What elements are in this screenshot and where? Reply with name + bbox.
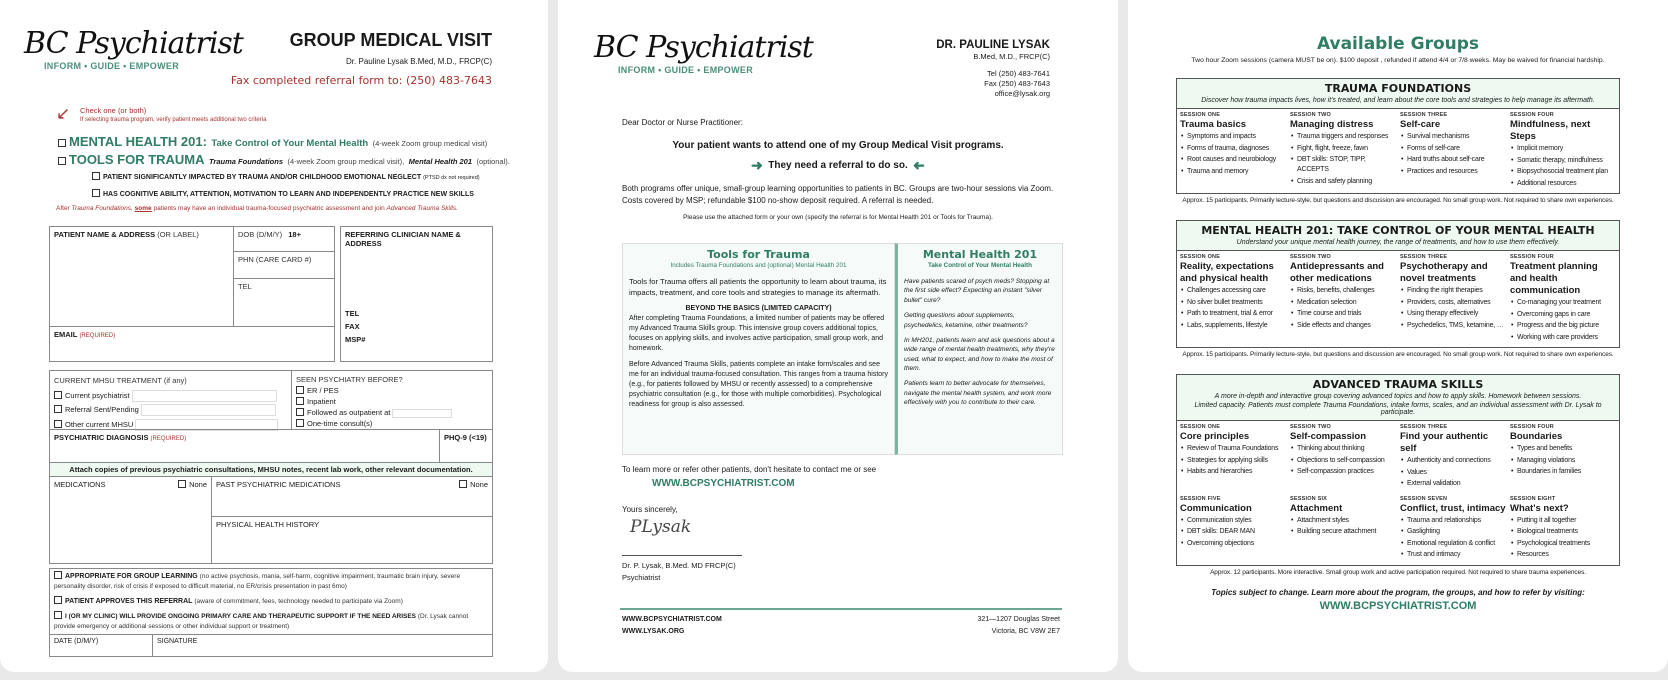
mhsu-option[interactable] [54,403,287,418]
checkbox[interactable] [54,611,62,619]
group-box [1176,220,1620,348]
session-title: Core principles [1180,431,1250,442]
session-title: Psychotherapy and novel treatments [1400,261,1488,284]
option-subtitle: Take Control of Your Mental Health [211,138,369,149]
session-topic: • Side effects and changes [1290,321,1397,331]
group-title: ADVANCED TRAUMA SKILLS [1312,378,1484,391]
criterion-cognitive[interactable] [92,189,474,198]
groups-title: Available Groups [1316,34,1480,54]
label: MSP# [345,335,366,344]
option-part: Trauma Foundations [208,157,284,166]
option-title: MENTAL HEALTH 201: [69,134,207,149]
seen-option[interactable] [296,418,488,429]
session [1400,112,1507,190]
session-topic: • Psychedelics, TMS, ketamine, … [1400,321,1507,331]
session-topic: • Labs, supplements, lifestyle [1180,321,1287,331]
referring-clinician-field[interactable] [340,226,493,362]
session [1180,496,1287,562]
session-topic: • Boundaries in families [1510,467,1617,477]
note: (no active psychosis, mania, self-harm, cognitive impairment, traumatic brain injury, severe personality disorder, risk of crisis if exposed to difficult material, no ER/crisis presentation in past 6mo) [54,573,461,590]
logo-wordmark: BC Psychiatrist [594,30,813,65]
letter-doctor: DR. PAULINE LYSAK [936,39,1050,51]
signature-field[interactable] [153,635,492,656]
group-description: Discover how trauma impacts lives, how it's treated, and learn about the core tools and strategies to help manage its aftermath. [1201,97,1595,104]
checkbox[interactable] [54,405,62,413]
box-paragraph: In MH201, patients learn and ask questions about a wide range of mental health treatments, why they're used, what to expect, and how to make the most of them. [904,336,1055,373]
checkbox[interactable] [92,172,100,180]
label: Followed as outpatient at [307,408,391,417]
label: None [189,480,207,489]
session [1400,424,1507,491]
criterion-label: PATIENT SIGNIFICANTLY IMPACTED BY TRAUMA AND/OR CHILDHOOD EMOTIONAL NEGLECT [103,174,422,181]
headline-2: They need a referral to do so. [768,160,908,171]
box-paragraph: Patients learn to better advocate for themselves, navigate the mental health system, and work more effectively with you to contribute to their care. [904,379,1052,407]
label: Referral Sent/Pending [65,405,139,414]
box-subtitle: Includes Trauma Foundations and (optional) Mental Health 201 [670,262,847,269]
session [1400,254,1507,344]
seen-option[interactable] [296,385,488,396]
session-topic: • Somatic therapy, mindfulness [1510,156,1617,166]
session-topic: • Crisis and safety planning [1290,177,1397,187]
box-title: Tools for Trauma [707,248,810,261]
session [1290,112,1397,190]
session-topic: • Emotional regulation & conflict [1400,539,1507,549]
session-title: Self-care [1400,119,1441,130]
tel-field[interactable] [234,279,334,327]
learn-more: To learn more or refer other patients, don't hesitate to contact me or see [622,465,877,474]
session-title: Trauma basics [1180,119,1247,130]
session-label: SESSION FOUR [1510,254,1554,260]
session-label: SESSION THREE [1400,112,1448,118]
footer-website[interactable]: WWW.LYSAK.ORG [622,628,685,635]
check-subnote: If selecting trauma program, verify patient meets additional two criteria [80,117,267,123]
checkbox[interactable] [58,157,66,165]
session-topic: • Trauma and relationships [1400,516,1507,526]
session-label: SESSION THREE [1400,254,1448,260]
session-title: Self-compassion [1290,431,1367,442]
checkbox[interactable] [54,391,62,399]
session-topic: • Gaslighting [1400,527,1507,537]
agreement-patient-approves[interactable] [50,594,492,609]
groups-subtitle: Two hour Zoom sessions (camera MUST be on). $100 deposit , refunded if attend 4/4 or 7/8 weeks. May be waived for financial hardship. [1191,57,1605,64]
session-label: SESSION TWO [1290,112,1332,118]
session [1510,496,1617,562]
label: DATE (D/M/Y) [54,638,99,645]
session-label: SESSION ONE [1180,254,1221,260]
session-label: SESSION FIVE [1180,495,1221,502]
box-title: Mental Health 201 [922,248,1038,261]
label: TEL [238,282,252,291]
footer-website[interactable]: WWW.BCPSYCHIATRIST.COM [622,616,722,623]
text-input[interactable] [132,390,277,402]
tools-for-trauma-box [622,243,895,455]
letter-email[interactable]: office@lysak.org [994,89,1050,98]
label: 18+ [288,230,301,239]
physical-health-field[interactable] [212,517,492,563]
phq9-field[interactable] [440,429,492,462]
groups-website-link[interactable]: WWW.BCPSYCHIATRIST.COM [1319,599,1477,612]
label: Inpatient [307,397,336,406]
session-topic: • Co-managing your treatment [1510,298,1617,308]
criterion-label: HAS COGNITIVE ABILITY, ATTENTION, MOTIVATION TO LEARN AND INDEPENDENTLY PRACTICE NEW SKILLS [103,191,474,198]
form-doctor: Dr. Pauline Lysak B.Med, M.D., FRCP(C) [346,57,492,66]
agreement-primary-care[interactable] [50,609,492,634]
session-title: Boundaries [1510,431,1563,442]
session-topic: • DBT skills: DEAR MAN [1180,527,1287,537]
clinical-info-table [49,370,493,564]
session [1510,254,1617,344]
date-field[interactable] [50,635,153,656]
label: PHN (CARE CARD #) [238,255,312,264]
agreements [49,568,493,657]
box-paragraph: Have patients scared of psych meds? Stopping at the first side effect? Expecting an instant "silver bullet" cure? [904,277,1050,304]
checkbox[interactable] [178,480,186,488]
group-title: TRAUMA FOUNDATIONS [1324,82,1472,95]
label: PSYCHIATRIC DIAGNOSIS [54,433,149,442]
session-topic: • Time course and trials [1290,309,1397,319]
checkbox[interactable] [54,420,62,428]
mhsu-option[interactable] [54,389,287,404]
label: PATIENT APPROVES THIS REFERRAL [65,598,193,605]
box-intro: Tools for Trauma offers all patients the opportunity to learn about trauma, its impacts, treatment, and core tools and strategies to manage its aftermath. [629,277,887,297]
label: Other current MHSU [65,419,134,429]
box-subtitle: Take Control of Your Mental Health [928,262,1032,269]
criterion-note: (PTSD dx not required) [423,175,480,181]
checkbox[interactable] [92,189,100,197]
email-field[interactable] [50,326,334,361]
session-title: Conflict, trust, intimacy [1400,502,1506,514]
label: CURRENT MHSU TREATMENT (if any) [54,376,187,385]
session-topic: • Objections to self-compassion [1290,456,1397,466]
after-note [56,205,458,212]
box-paragraph: Before Advanced Trauma Skills, patients complete an intake form/scales and see me for an individual trauma-focused consultation. This ranges from a trauma history (e.g., for patients followed by MHSU or recently assessed) to a comprehensive psychiatric consultation (e.g., for those with multiple comorbidities). Psychological readiness for group is also assessed. [629,361,888,408]
session [1290,254,1397,344]
text-input[interactable] [141,404,276,416]
session-topic: • Challenges accessing care [1180,286,1287,296]
session-topic: • Review of Trauma Foundations [1180,444,1287,454]
option-title: TOOLS FOR TRAUMA [69,152,205,167]
label: (OR LABEL) [157,230,199,239]
session-topic: • Authenticity and connections [1400,456,1507,466]
footer-address: 321—1207 Douglas Street [977,616,1060,623]
session-topic: • Survival mechanisms [1400,132,1507,142]
checkbox[interactable] [296,397,304,405]
group-description: Understand your unique mental health journey, the range of treatments, and how to use them effectively. [1236,239,1560,246]
session [1290,424,1397,491]
salutation: Dear Doctor or Nurse Practitioner: [622,118,743,127]
session-title: Treatment planning and health communication [1510,261,1598,296]
session [1510,112,1617,190]
session-topic: • Building secure attachment [1290,527,1397,537]
checkbox[interactable] [296,408,304,416]
session-topic: • Self-compassion practices [1290,467,1397,477]
session-topic: • Communication styles [1180,516,1287,526]
session-topic: • Progress and the big picture [1510,321,1617,331]
session [1510,424,1617,491]
session-title: Reality, expectations and physical health [1180,261,1274,284]
groups-footer: Topics subject to change. Learn more about the program, the groups, and how to refer by visiting: [1211,587,1585,597]
label: Current psychiatrist [65,390,130,400]
box-paragraph: Getting questions about supplements, psychedelics, ketamine, other treatments? [904,312,1028,329]
text: After [56,205,70,212]
checkbox[interactable] [296,386,304,394]
label: (REQUIRED) [150,436,187,442]
session-title: Find your authentic self [1400,431,1489,454]
session-title: Managing distress [1290,119,1374,130]
label: SIGNATURE [157,638,198,645]
none-option[interactable] [178,480,207,489]
label: None [470,480,488,489]
session-topic: • Psychological treatments [1510,539,1617,549]
group-title: MENTAL HEALTH 201: TAKE CONTROL OF YOUR MENTAL HEALTH [1201,224,1595,237]
attach-note: Attach copies of previous psychiatric consultations, MHSU notes, recent lab work, other relevant documentation. [50,462,492,477]
session-topic: • Types and benefits [1510,444,1617,454]
session-title: Attachment [1290,502,1343,514]
option-mh201[interactable] [58,133,487,151]
patient-info-table [49,226,335,362]
closing: Yours sincerely, [622,505,678,514]
session-topic: • Finding the right therapies [1400,286,1507,296]
session-topic: • Trauma triggers and responses [1290,132,1397,142]
text: Trauma Foundations, [71,205,133,212]
signature-image: PLysak [630,517,692,537]
session-topic: • Forms of self-care [1400,144,1507,154]
group-note: Approx. 12 participants. More interactive. Small group work and active participation required. Not required to share trauma experiences. [1210,568,1586,576]
session [1180,424,1287,491]
logo-tagline: INFORM • GUIDE • EMPOWER [44,61,180,71]
session [1290,496,1397,562]
letter-fax: Fax (250) 483-7643 [984,79,1050,88]
phn-field[interactable] [234,252,334,279]
session-topic: • Values [1400,468,1507,478]
session-topic: • Risks, benefits, challenges [1290,286,1397,296]
session-topic: • Medication selection [1290,298,1397,308]
session-topic: • Biological treatments [1510,527,1617,537]
session-title: Antidepressants and other medications [1290,261,1384,284]
session [1400,496,1507,562]
available-groups-page [1128,0,1668,672]
session-topic: • Path to treatment, trial & error [1180,309,1287,319]
agreement-group-learning[interactable] [50,569,492,594]
group-header [1177,221,1619,251]
session-title: What's next? [1510,502,1569,514]
session-topic: • No silver bullet treatments [1180,298,1287,308]
session-topic: • Using therapy effectively [1400,309,1507,319]
note: (aware of commitment, fees, technology needed to participate via Zoom) [194,598,403,605]
session [1180,254,1287,344]
arrow-left-icon: ➜ [913,157,926,173]
option-note: (4-week Zoom group medical visit), [287,157,405,166]
box-paragraph: After completing Trauma Foundations, a limited number of patients may be offered my Advanced Trauma Skills group. This intensive group covers additional topics, focuses on applying skills, and involves active participation, small group work, and homework. [629,315,885,352]
session-topic: • Providers, costs, alternatives [1400,298,1507,308]
label: APPROPRIATE FOR GROUP LEARNING [65,573,198,580]
text: some [134,205,152,212]
letter-tel: Tel (250) 483-7641 [987,69,1050,78]
session-topic: • Thinking about thinking [1290,444,1397,454]
label: FAX [345,322,360,331]
session [1180,112,1287,190]
letter-creds: B.Med, M.D., FRCP(C) [973,52,1050,61]
past-medications-field[interactable] [212,477,492,517]
seen-option[interactable] [296,396,488,407]
mental-health-201-box [895,243,1063,455]
group-box [1176,374,1620,566]
group-note: Approx. 15 participants. Primarily lecture-style, but questions and discussion are encouraged. No small group work. Not required to share own experiences. [1182,351,1614,358]
text-input[interactable] [392,409,452,418]
label: SEEN PSYCHIATRY BEFORE? [296,375,403,384]
label: DOB (D/M/Y) [238,230,283,239]
arrow-right-icon: ➜ [750,157,763,173]
group-header [1177,79,1619,109]
session-topic: • Fight, flight, freeze, fawn [1290,144,1397,154]
session-topic: • Putting it all together [1510,516,1617,526]
session-label: SESSION ONE [1180,112,1221,118]
session-label: SESSION TWO [1290,254,1332,260]
session-topic: • Habits and hierarchies [1180,467,1287,477]
option-note: (optional). [476,157,510,166]
session-label: SESSION EIGHT [1510,495,1556,502]
session-label: SESSION FOUR [1510,424,1554,430]
label: PHQ-9 (<19) [444,433,487,442]
signoff-name: Dr. P. Lysak, B.Med. MD FRCP(C) [622,561,736,570]
label: I (OR MY CLINIC) WILL PROVIDE ONGOING PRIMARY CARE AND THERAPEUTIC SUPPORT IF THE NEED ARISES [65,613,417,620]
please-note: Please use the attached form or your own (specify the referral is for Mental Health 201 or Tools for Trauma). [683,214,993,221]
group-note: Approx. 15 participants. Primarily lecture-style, but questions and discussion are encouraged. No small group work. Not required to share own experiences. [1182,197,1614,204]
label: (REQUIRED) [79,333,116,339]
session-topic: • Trust and intimacy [1400,550,1507,560]
label: PATIENT NAME & ADDRESS [54,230,156,239]
box-heading: BEYOND THE BASICS (LIMITED CAPACITY) [685,305,832,312]
letter-body: Both programs offer unique, small-group learning opportunities to patients in BC. Groups are two-hour sessions via Zoom. Costs covered by MSP; refundable $100 no-show deposit required. A referral is needed. [622,184,1054,205]
label: PHYSICAL HEALTH HISTORY [216,520,320,529]
session-label: SESSION SEVEN [1400,495,1448,502]
diagnosis-field[interactable] [50,429,440,462]
fax-note: Fax completed referral form to: (250) 483-7643 [230,74,492,87]
session-topic: • Practices and resources [1400,167,1507,177]
footer-divider [620,608,1062,610]
checkbox[interactable] [54,596,62,604]
logo-wordmark: BC Psychiatrist [24,26,243,61]
arrow-curve-icon: ↙ [56,104,71,123]
none-option[interactable] [459,480,488,489]
session-title: Mindfulness, next Steps [1510,119,1591,142]
session-topic: • Trauma and memory [1180,167,1287,177]
session-topic: • Working with care providers [1510,333,1617,343]
label: ER / PES [307,386,339,395]
group-box [1176,78,1620,194]
session-topic: • External validation [1400,479,1507,489]
session-topic: • Resources [1510,550,1617,560]
session-topic: • Attachment styles [1290,516,1397,526]
session-topic: • Forms of trauma, diagnoses [1180,144,1287,154]
session-topic: • Overcoming gaps in care [1510,310,1617,320]
option-part: Mental Health 201 [408,157,473,166]
session-label: SESSION TWO [1290,424,1332,430]
session-label: SESSION ONE [1180,424,1221,430]
label: EMAIL [54,330,78,339]
form-title: GROUP MEDICAL VISIT [289,30,492,50]
text: Advanced Trauma Skills. [386,205,458,212]
option-tools-for-trauma[interactable] [58,151,510,169]
session-topic: • Implicit memory [1510,144,1617,154]
group-description: Limited capacity. Patients must complete Trauma Foundations, intake forms, scales, and an individual assessment with Dr. Lysak to participate. [1194,402,1602,416]
website-link[interactable]: WWW.BCPSYCHIATRIST.COM [652,478,795,489]
checkbox[interactable] [459,480,467,488]
medications-field[interactable] [50,477,212,563]
patient-name-field[interactable] [50,227,234,327]
headline: Your patient wants to attend one of my Group Medical Visit programs. [672,140,1004,151]
session-title: Communication [1180,502,1252,514]
session-label: SESSION SIX [1290,495,1328,502]
checkbox[interactable] [54,571,62,579]
logo [24,26,243,71]
session-topic: • DBT skills: STOP, TIPP, ACCEPTS [1290,155,1397,175]
criterion-trauma[interactable] [92,172,480,181]
logo-tagline: INFORM • GUIDE • EMPOWER [618,65,754,75]
signature-line [622,555,742,556]
session-topic: • Strategies for applying skills [1180,456,1287,466]
session-topic: • Hard truths about self-care [1400,155,1507,165]
dob-field[interactable] [234,227,334,252]
session-topic: • Biopsychosocial treatment plan [1510,167,1617,177]
label: REFERRING CLINICIAN NAME & ADDRESS [345,230,461,248]
check-note: Check one (or both) [80,106,147,115]
session-topic: • Symptoms and impacts [1180,132,1287,142]
group-header [1177,375,1619,421]
group-description: A more in-depth and interactive group covering advanced topics and how to apply skills. Homework between sessions. [1214,393,1582,400]
session-label: SESSION THREE [1400,424,1448,430]
session-topic: • Overcoming objections [1180,539,1287,549]
signoff-role: Psychiatrist [622,573,661,582]
session-label: SESSION FOUR [1510,112,1554,118]
footer-address: Victoria, BC V8W 2E7 [991,628,1060,635]
label: MEDICATIONS [54,480,106,489]
session-topic: • Managing violations [1510,456,1617,466]
text: patients may have an individual trauma-focused psychiatric assessment and join [153,205,385,212]
note: (Dr. Lysak cannot provide emergency or additional sessions or other individual support or treatment) [54,613,469,630]
checkbox[interactable] [296,419,304,427]
referral-form-page [0,0,548,672]
logo [594,30,813,75]
seen-option[interactable] [296,407,488,418]
label: One-time consult(s) [307,419,373,428]
label: PAST PSYCHIATRIC MEDICATIONS [216,480,341,489]
session-topic: • Additional resources [1510,179,1617,189]
checkbox[interactable] [58,139,66,147]
label: TEL [345,309,360,318]
cover-letter-page [558,0,1118,672]
session-topic: • Root causes and neurobiology [1180,155,1287,165]
option-note: (4-week Zoom group medical visit) [372,139,488,148]
